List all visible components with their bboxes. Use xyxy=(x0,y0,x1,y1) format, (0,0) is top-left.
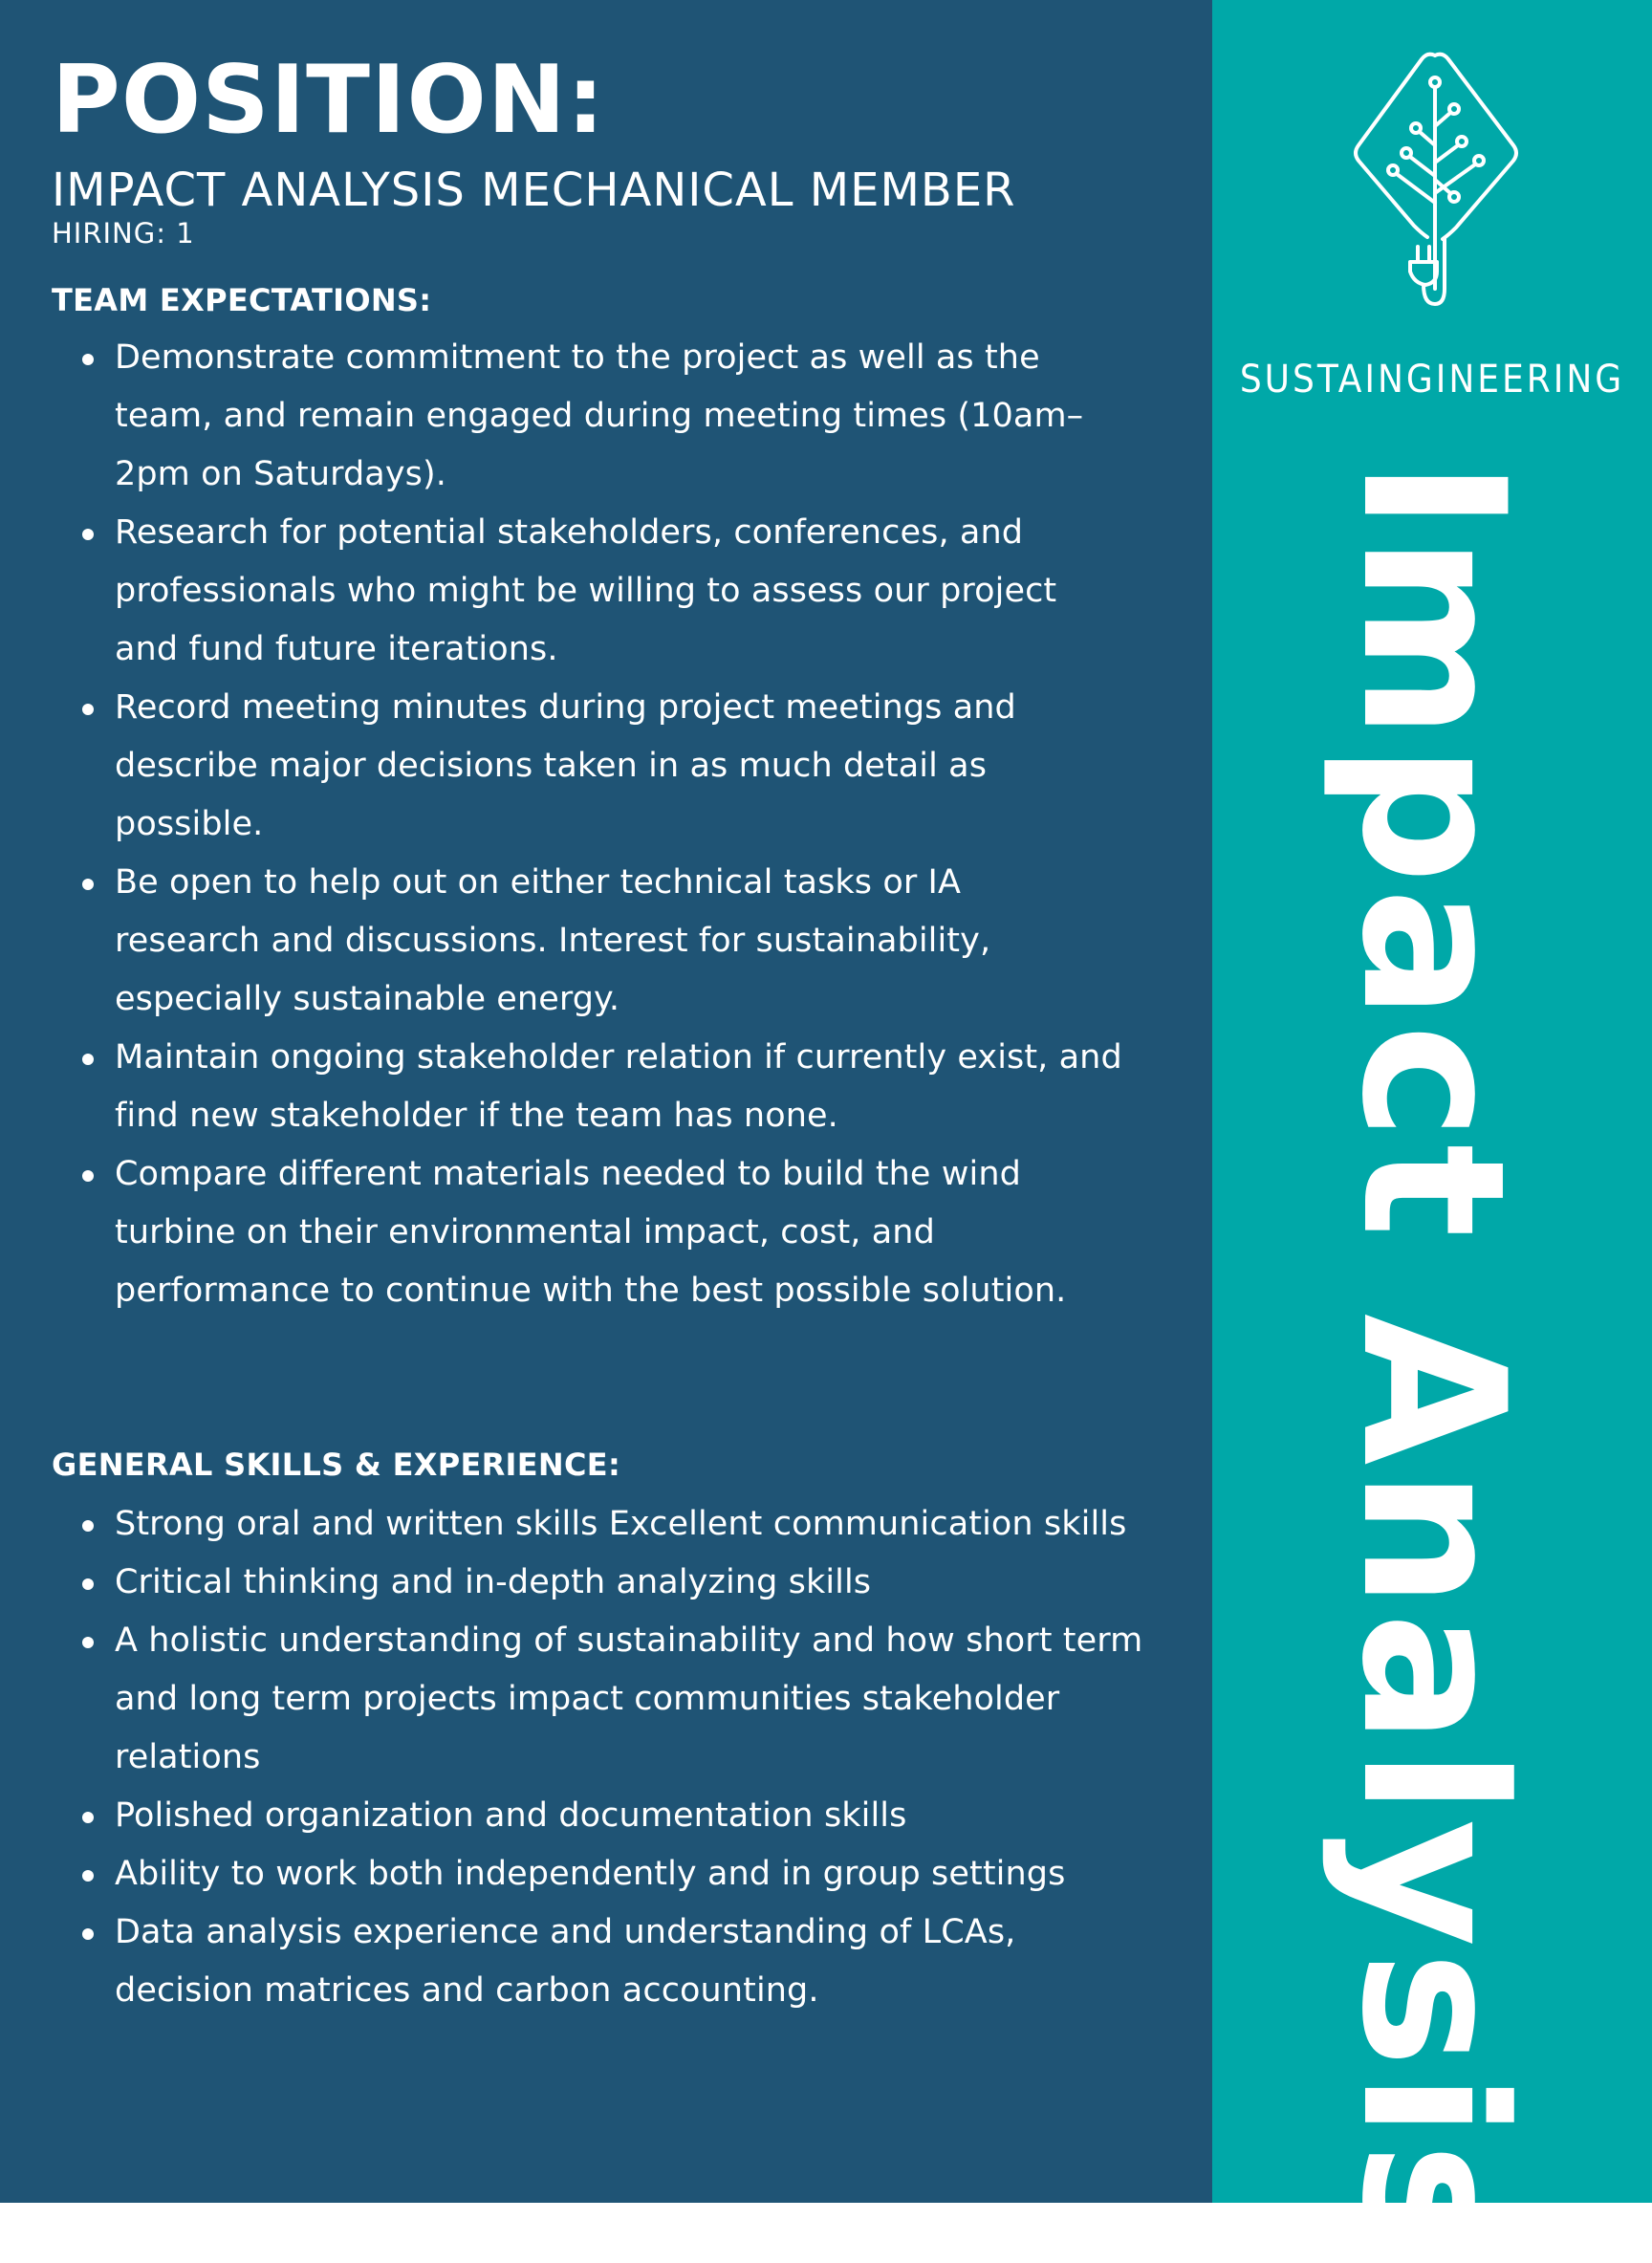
hiring-count: HIRING: 1 xyxy=(52,217,195,250)
logo xyxy=(1212,50,1652,337)
list-item: Polished organization and documentation skills xyxy=(0,1787,1147,1845)
general-skills-list xyxy=(0,1495,1166,2020)
list-item: Strong oral and written skills Excellent communication skills xyxy=(0,1495,1147,1554)
list-item: Maintain ongoing stakeholder relation if currently exist, and find new stakeholder if the team has none. xyxy=(0,1029,1147,1145)
list-item: A holistic understanding of sustainability and how short term and long term projects impact communities stakeholder relations xyxy=(0,1612,1157,1787)
list-item: Compare different materials needed to build the wind turbine on their environmental impact, cost, and performance to continue with the best possible solution. xyxy=(0,1145,1119,1320)
list-item: Critical thinking and in-depth analyzing skills xyxy=(0,1554,1147,1612)
role-title: IMPACT ANALYSIS MECHANICAL MEMBER xyxy=(52,163,1016,217)
position-heading: POSITION: xyxy=(52,46,606,155)
list-item: Be open to help out on either technical tasks or IA research and discussions. Interest for sustainability, especially sustainable energy. xyxy=(0,854,1090,1029)
list-item: Ability to work both independently and in group settings xyxy=(0,1845,1071,1904)
list-item: Record meeting minutes during project meetings and describe major decisions taken in as much detail as possible. xyxy=(0,679,1119,854)
list-item: Demonstrate commitment to the project as well as the team, and remain engaged during meeting times (10am–2pm on Saturdays). xyxy=(0,329,1138,504)
leaf-circuit-plug-icon xyxy=(1351,50,1523,337)
general-skills-heading: GENERAL SKILLS & EXPERIENCE: xyxy=(52,1447,621,1483)
list-item: Data analysis experience and understanding of LCAs, decision matrices and carbon accounting. xyxy=(0,1904,1119,2020)
brand-panel xyxy=(1212,0,1652,2263)
vertical-section-title: Impact Analysis xyxy=(1318,459,1546,2263)
list-item: Research for potential stakeholders, conferences, and professionals who might be willing to assess our project and fund future iterations. xyxy=(0,504,1109,679)
team-expectations-list xyxy=(0,329,1166,1320)
brand-name: SUSTAINGINEERING xyxy=(1239,358,1625,402)
team-expectations-heading: TEAM EXPECTATIONS: xyxy=(52,282,432,318)
